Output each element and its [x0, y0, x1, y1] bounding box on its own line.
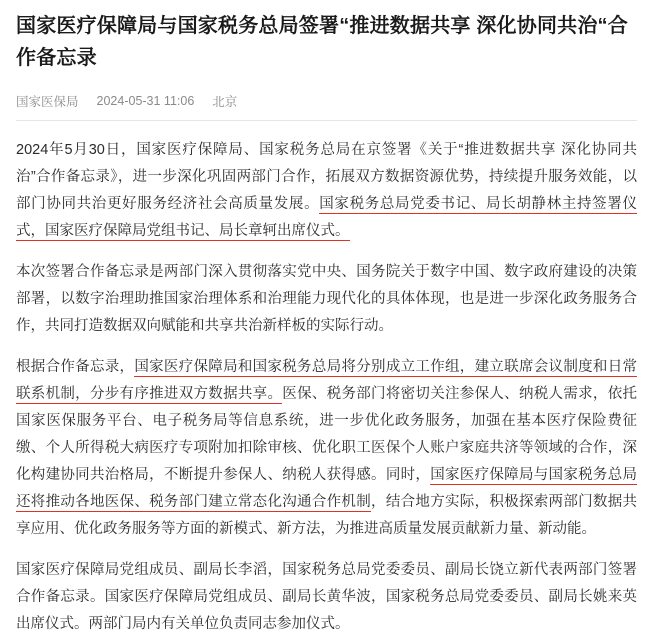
highlighted-text: 国家税务总局党委书记、局长胡静林主持签署仪式，国家医疗保障局党组书记、局长章轲出席仪式。	[16, 196, 637, 239]
paragraph-text: ，结合地方实际，积极探索两部门数据共享应用、优化政务服务等方面的新模式、新方法，为推进高质量发展贡献新力量、新动能。	[16, 494, 638, 537]
article-paragraph	[16, 259, 637, 340]
paragraph-text: 2024年5月30日，国家医疗保障局、国家税务总局在京签署《关于“推进数据共享 深化协同共治”合作备忘录》，进一步深化巩固两部门合作，拓展双方数据资源优势，持续提升服务效能，以部门协同共治更好服务经济社会高质量发展。	[16, 142, 637, 212]
paragraph-text: 根据合作备忘录，	[16, 359, 135, 375]
paragraph-text: 医保、税务部门将密切关注参保人、纳税人需求，依托国家医保服务平台、电子税务局等信息系统，进一步优化政务服务，加强在基本医疗保险费征缴、个人所得税大病医疗专项附加扣除审核、优化职工医保个人账户家庭共济等领域的合作，深化构建协同共治格局，不断提升参保人、纳税人获得感。	[16, 386, 638, 483]
article-paragraph	[16, 557, 637, 638]
article-paragraph	[16, 354, 637, 543]
article-source: 国家医保局	[16, 95, 79, 109]
meta-divider	[16, 120, 637, 121]
highlighted-text: 国家医疗保障局和国家税务总局将分别成立工作组，建立联席会议制度和日常联系机制，分步有序推进双方数据共享。	[16, 359, 637, 402]
page-title: 国家医疗保障局与国家税务总局签署“推进数据共享 深化协同共治“合作备忘录	[16, 15, 628, 69]
article-paragraph	[16, 137, 637, 245]
paragraph-text: 同时，	[385, 467, 431, 483]
paragraph-text: 国家医疗保障局党组成员、副局长李滔，国家税务总局党委委员、副局长饶立新代表两部门签署合作备忘录。国家医疗保障局党组成员、副局长黄华波，国家税务总局党委委员、副局长姚来英出席仪式。两部门局内有关单位负责同志参加仪式。	[16, 562, 637, 632]
article-meta	[16, 78, 637, 120]
article-body	[16, 137, 637, 638]
highlighted-text: 国家医疗保障局与国家税务总局还将推动各地医保、税务部门建立常态化沟通合作机制	[16, 467, 638, 510]
article-location: 北京	[212, 95, 238, 109]
article-timestamp: 2024-05-31 11:06	[96, 94, 195, 108]
paragraph-text: 本次签署合作备忘录是两部门深入贯彻落实党中央、国务院关于数字中国、数字政府建设的决策部署，以数字治理助推国家治理体系和治理能力现代化的具体体现，也是进一步深化政务服务合作，共同打造数据双向赋能和共享共治新样板的实际行动。	[16, 264, 637, 334]
